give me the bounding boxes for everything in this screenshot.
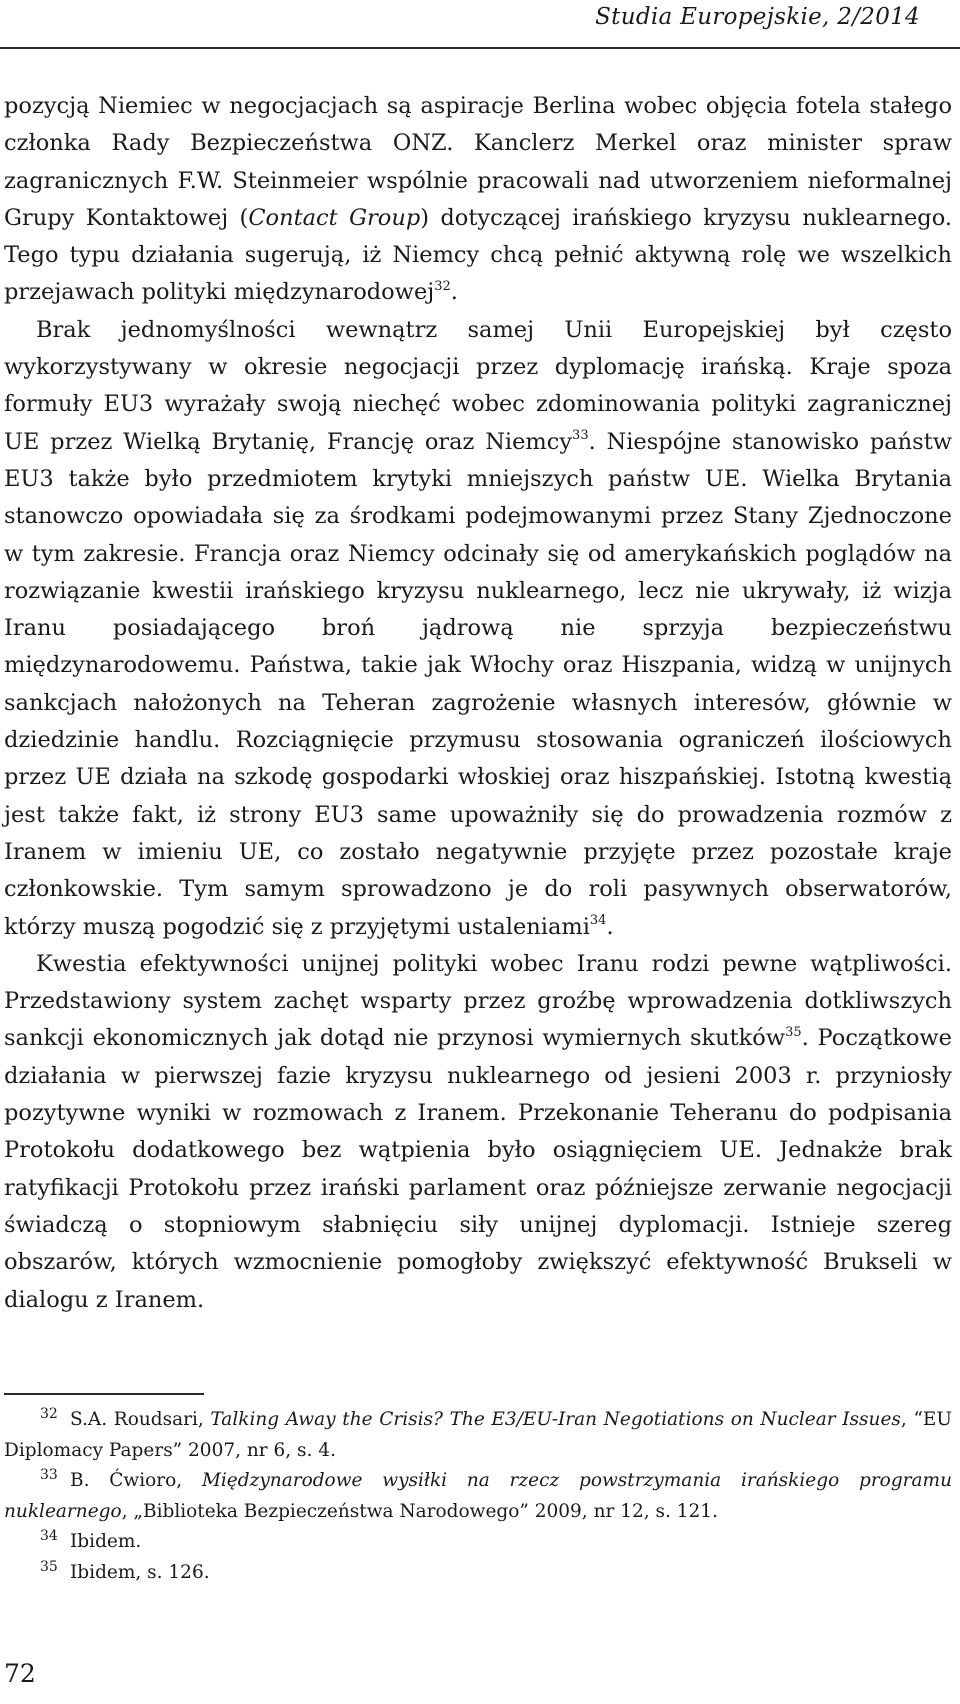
footnote-ref-32[interactable]: 32 (434, 278, 451, 294)
p2-text-b: . Niespójne stanowisko państw EU3 także było przedmiotem krytyki mniejszych państw UE. Wielka Brytania stanowczo opowiadała się za środkami podejmowanymi przez Stany Zjednoczone w tym zakresie. Francja oraz Niemcy odcinały się od amerykańskich poglądów na rozwiązanie kwestii irańskiego kryzysu nuklearnego, lecz nie ukrywały, iż wizja Iranu posiadającego broń jądrową nie sprzyja bezpieczeństwu międzynarodowemu. Państwa, takie jak Włochy oraz Hiszpania, widzą w unijnych sankcjach nałożonych na Teheran zagrożenie własnych interesów, głównie w dziedzinie handlu. Rozciągnięcie przymusu stosowania ograniczeń ilościowych przez UE działa na szkodę gospodarki włoskiej oraz hiszpańskiej. Istotną kwestią jest także fakt, iż strony EU3 same upoważniły się do prowadzenia rozmów z Iranem w imieniu UE, co zostało negatywnie przyjęte przez pozostałe kraje członkowskie. Tym samym sprowadzono je do roli pasywnych obserwatorów, którzy muszą pogodzić się z przyjętymi ustaleniami (4, 428, 952, 940)
footnote-text: , „Biblioteka Bezpieczeństwa Narodowego” 2009, nr 12, s. 121. (121, 1500, 718, 1522)
footnote-33: 33 B. Ćwioro, Międzynarodowe wysiłki na rzecz powstrzymania irańskiego programu nuklearnego, „Biblioteka Bezpieczeństwa Narodowego” 2009, nr 12, s. 121. (4, 1467, 952, 1522)
paragraph-3 (4, 946, 952, 1319)
footnote-text: , “EU Diplomacy Papers” 2007, nr 6, s. 4. (4, 1409, 952, 1461)
footnote-text: Ibidem. (70, 1531, 142, 1553)
p1-italic-term: Contact Group (248, 204, 421, 231)
p3-text-a: Kwestia efektywności unijnej polityki wobec Iranu rodzi pewne wątpliwości. Przedstawiony system zachęt wsparty przez groźbę wprowadzenia dotkliwszych sankcji ekonomicznych jak dotąd nie przynosi wymiernych skutków (4, 950, 952, 1052)
footnote-rule (4, 1393, 204, 1395)
footnote-ref-34[interactable]: 34 (589, 913, 607, 929)
paragraph-2 (4, 312, 952, 946)
footnote-35: 35 Ibidem, s. 126. (40, 1558, 210, 1583)
p1-text-c: ) dotyczącej irańskiego kryzysu nuklearnego. Tego typu działania sugerują, iż Niemcy chcą pełnić aktywną rolę we wszelkich przejawach polityki międzynarodowej (4, 204, 952, 306)
p2-text-a: Brak jednomyślności wewnątrz samej Unii Europejskiej był często wykorzystywany w okresie negocjacji przez dyplomację irańską. Kraje spoza formuły EU3 wyrażały swoją niechęć wobec zdominowania polityki zagranicznej UE przez Wielką Brytanię, Francję oraz Niemcy (4, 316, 952, 455)
footnote-ref-33[interactable]: 33 (572, 428, 589, 444)
running-header (0, 0, 960, 48)
footnote-32: 32 S.A. Roudsari, Talking Away the Crisis? The E3/EU-Iran Negotiations on Nuclear Issues, “EU Diplomacy Papers” 2007, nr 6, s. 4. (4, 1405, 952, 1461)
paragraph-1 (4, 88, 952, 312)
journal-title: Studia Europejskie, 2/2014 (595, 4, 920, 30)
footnote-ref-35[interactable]: 35 (785, 1024, 802, 1040)
footnote-text: S.A. Roudsari, (70, 1409, 211, 1430)
body-text (4, 88, 952, 1319)
p1-text-a: pozycją Niemiec w negocjacjach są aspiracje Berlina wobec objęcia fotela stałego członka Rady Bezpieczeństwa ONZ. Kanclerz Merkel oraz minister spraw zagranicznych F.W. Steinmeier wspólnie pracowali nad utworzeniem nieformalnej Grupy Kontaktowej ( (4, 93, 952, 231)
p1-text-d: . (450, 279, 458, 306)
footnote-text: Ibidem, s. 126. (70, 1561, 210, 1583)
p3-text-b: . Początkowe działania w pierwszej fazie kryzysu nuklearnego od jesieni 2003 r. przyniosły pozytywne wyniki w rozmowach z Iranem. Przekonanie Teheranu do podpisania Protokołu dodatkowego bez wątpienia było osiągnięciem UE. Jednakże brak ratyfikacji Protokołu przez irański parlament oraz późniejsze zerwanie negocjacji świadczą o stopniowym słabnięciu siły unijnej dyplomacji. Istnieje szereg obszarów, których wzmocnienie pomogłoby zwiększyć efektywność Brukseli w dialogu z Iranem. (4, 1025, 952, 1313)
footnote-34: 34 Ibidem. (40, 1528, 142, 1553)
footnote-title: Międzynarodowe wysiłki na rzecz powstrzymania irańskiego programu nuklearnego (4, 1470, 952, 1522)
footnotes (4, 1405, 952, 1589)
footnote-title: Talking Away the Crisis? The E3/EU-Iran Negotiations on Nuclear Issues (210, 1409, 901, 1430)
footnote-text: B. Ćwioro, (70, 1470, 202, 1492)
p2-text-c: . (606, 913, 614, 940)
header-rule (0, 47, 960, 49)
page-number: 72 (4, 1659, 36, 1688)
